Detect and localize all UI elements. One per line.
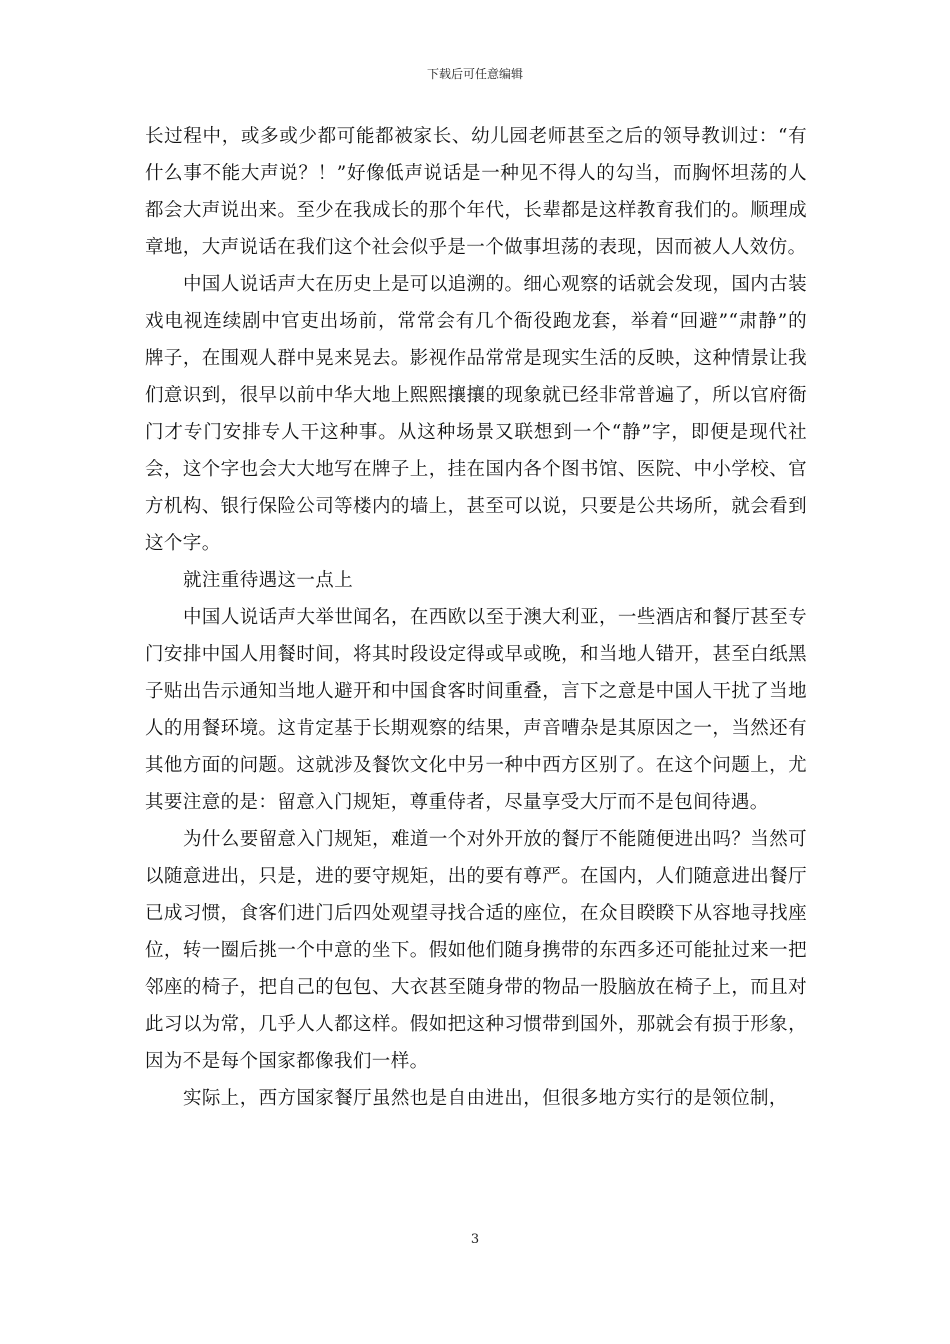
paragraph-2: 中国人说话声大在历史上是可以追溯的。细心观察的话就会发现，国内古装戏电视连续剧中官吏出场前，常常会有几个衙役跑龙套，举着“回避”“肃静”的牌子，在围观人群中晃来晃去。影视作品常常是现实生活的反映，这种情景让我们意识到，很早以前中华大地上熙熙攘攘的现象就已经非常普遍了，所以官府衙门才专门安排专人干这种事。从这种场景又联想到一个“静”字，即便是现代社会，这个字也会大大地写在牌子上，挂在国内各个图书馆、医院、中小学校、官方机构、银行保险公司等楼内的墙上，甚至可以说，只要是公共场所，就会看到这个字。 <box>145 274 807 554</box>
paragraph-4: 中国人说话声大举世闻名，在西欧以至于澳大利亚，一些酒店和餐厅甚至专门安排中国人用餐时间，将其时段设定得或早或晚，和当地人错开，甚至白纸黑子贴出告示通知当地人避开和中国食客时间重叠，言下之意是中国人干扰了当地人的用餐环境。这肯定基于长期观察的结果，声音嘈杂是其原因之一，当然还有其他方面的问题。这就涉及餐饮文化中另一种中西方区别了。在这个问题上，尤其要注意的是：留意入门规矩，尊重侍者，尽量享受大厅而不是包间待遇。 <box>145 607 807 813</box>
page-number: 3 <box>470 1232 480 1247</box>
paragraph-6: 实际上，西方国家餐厅虽然也是自由进出，但很多地方实行的是领位制， <box>183 1088 788 1109</box>
paragraph-1: 长过程中，或多或少都可能都被家长、幼儿园老师甚至之后的领导教训过：“有什么事不能大声说？！”好像低声说话是一种见不得人的勾当，而胸怀坦荡的人都会大声说出来。至少在我成长的那个年代，长辈都是这样教育我们的。顺理成章地，大声说话在我们这个社会似乎是一个做事坦荡的表现，因而被人人效仿。 <box>145 126 807 258</box>
page-header: 下载后可任意编辑 <box>426 67 523 81</box>
document-body <box>145 118 807 1117</box>
paragraph-3: 就注重待遇这一点上 <box>183 570 354 591</box>
paragraph-5: 为什么要留意入门规矩，难道一个对外开放的餐厅不能随便进出吗？当然可以随意进出，只是，进的要守规矩，出的要有尊严。在国内，人们随意进出餐厅已成习惯，食客们进门后四处观望寻找合适的座位，在众目睽睽下从容地寻找座位，转一圈后挑一个中意的坐下。假如他们随身携带的东西多还可能扯过来一把邻座的椅子，把自己的包包、大衣甚至随身带的物品一股脑放在椅子上，而且对此习以为常，几乎人人都这样。假如把这种习惯带到国外，那就会有损于形象，因为不是每个国家都像我们一样。 <box>145 829 807 1072</box>
